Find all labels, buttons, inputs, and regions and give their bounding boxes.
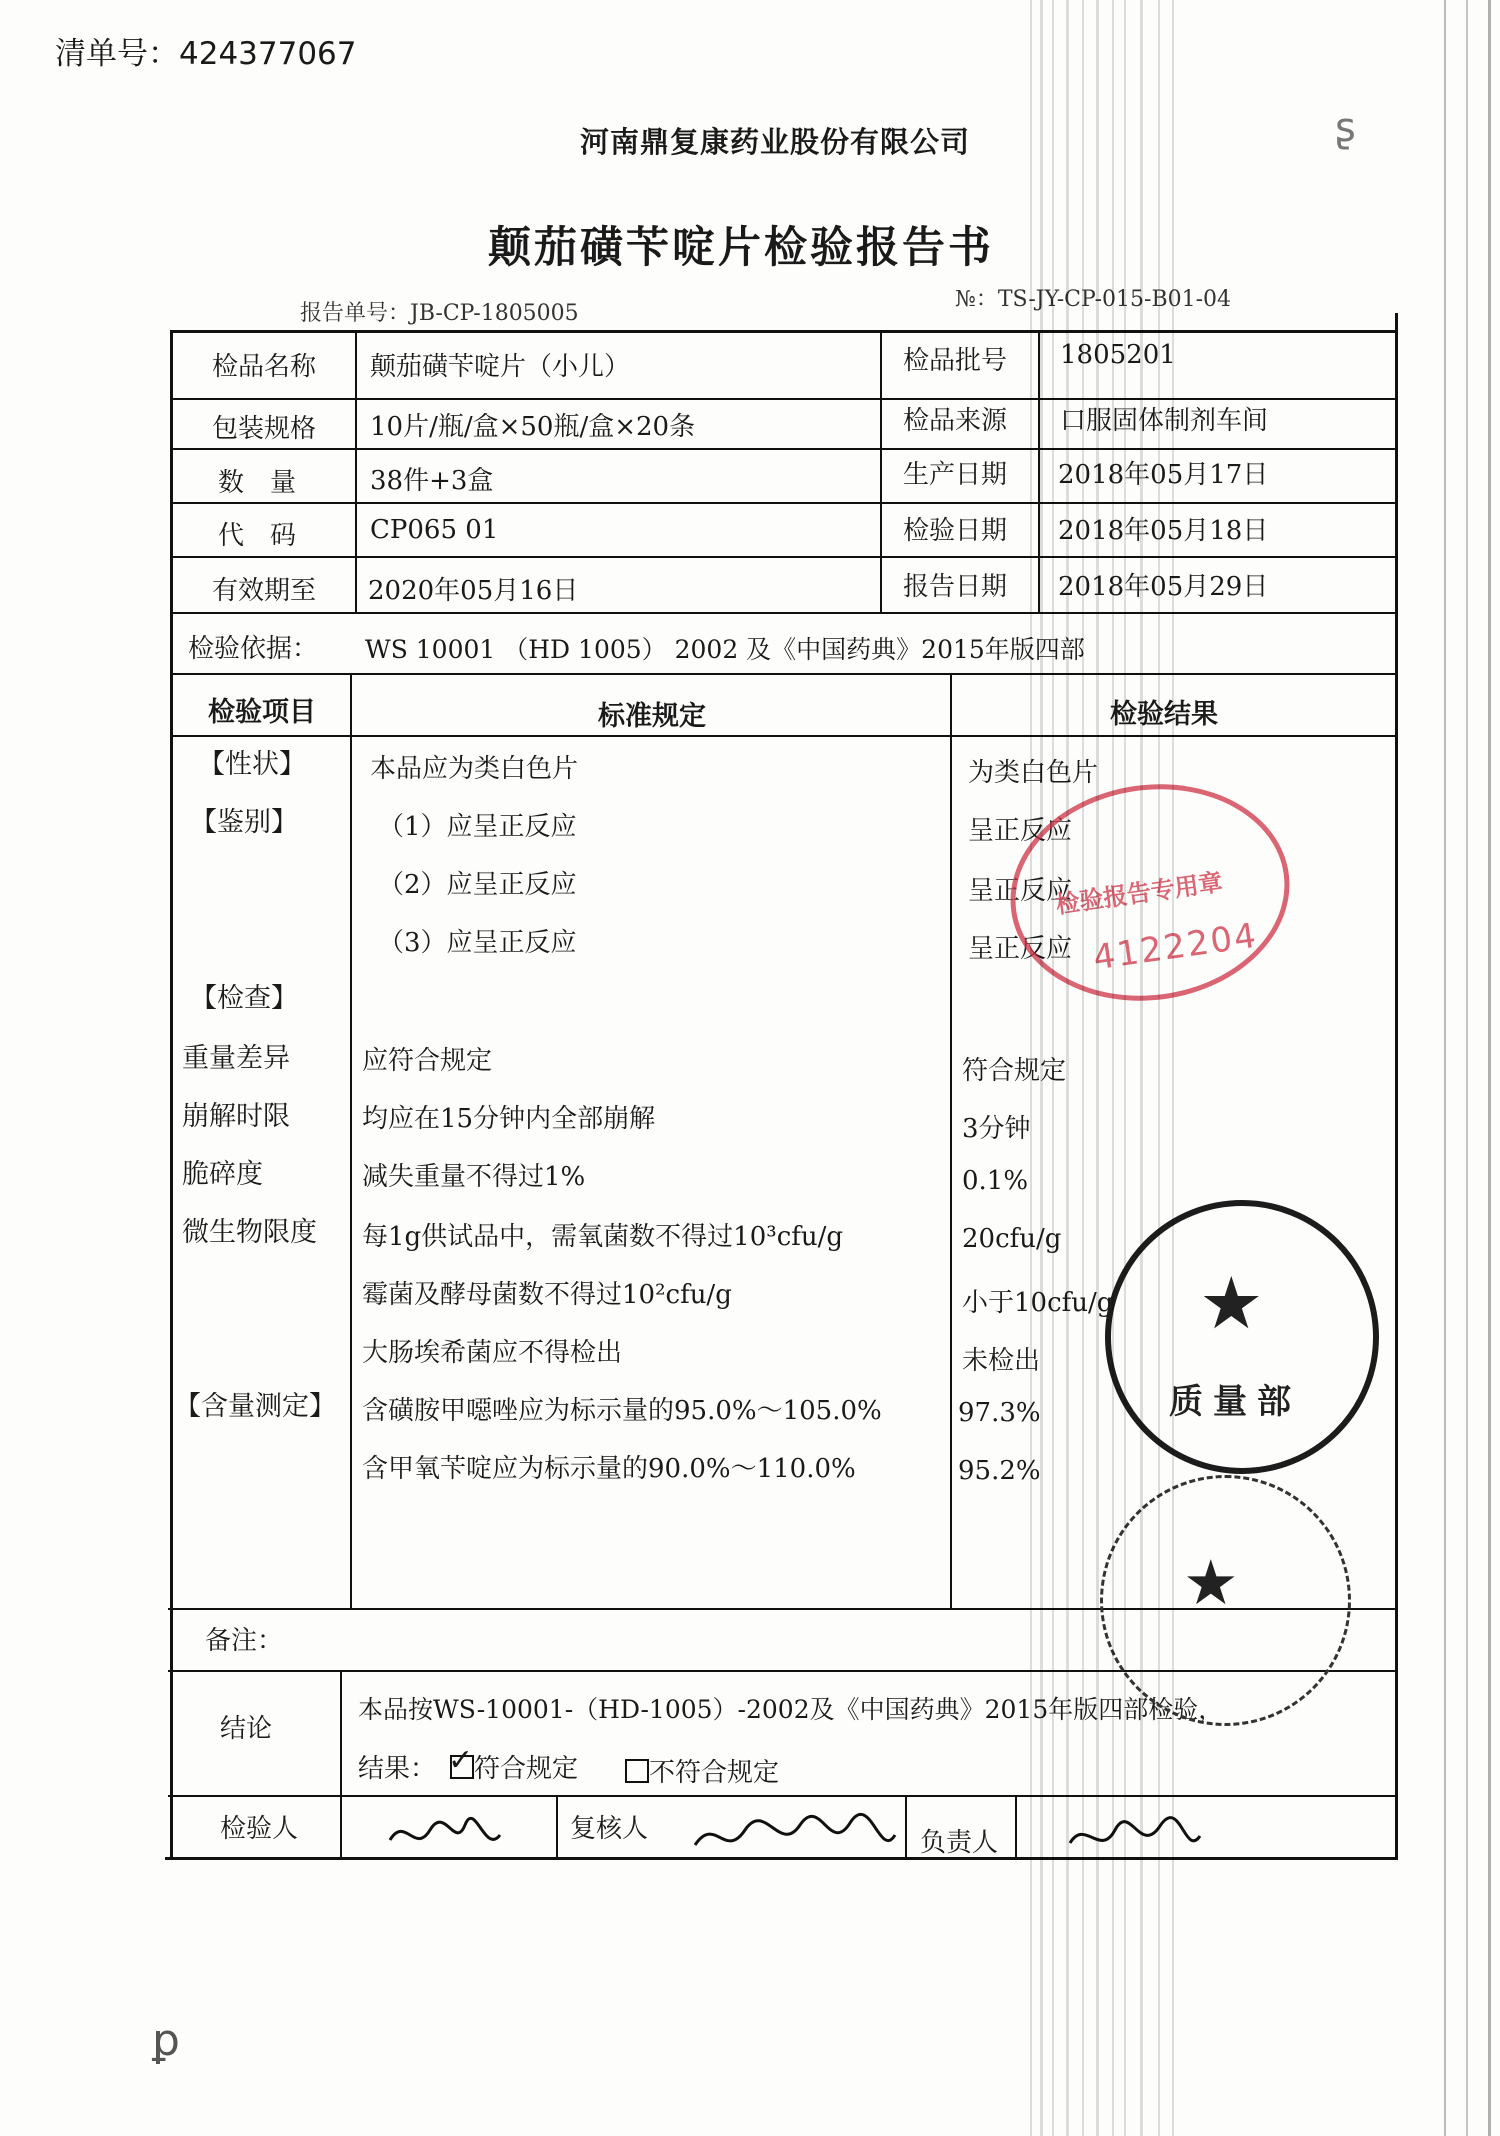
quality-dept-seal <box>1105 1200 1379 1474</box>
label-batch: 检品批号 <box>903 346 1008 376</box>
conclusion-label: 结论 <box>220 1714 273 1744</box>
option-conform <box>448 1743 579 1785</box>
standard-weight-variation: 应符合规定 <box>362 1046 493 1076</box>
item-assay: 【含量测定】 <box>174 1391 336 1422</box>
star-icon: ★ <box>1199 1261 1264 1345</box>
label-package-spec: 包装规格 <box>212 414 317 444</box>
item-disintegration: 崩解时限 <box>182 1101 290 1132</box>
value-code: CP065 01 <box>370 515 499 545</box>
value-production-date: 2018年05月17日 <box>1058 460 1269 490</box>
list-number: 清单号：424377067 <box>55 36 357 72</box>
margin-mark: ꝑ <box>152 2015 180 2066</box>
conclusion-result-label: 结果： <box>358 1754 437 1784</box>
result-assay-tmp: 95.2% <box>958 1456 1041 1486</box>
result-identification-3: 呈正反应 <box>968 934 1073 964</box>
red-seal-text: 检验报告专用章 <box>1053 866 1225 920</box>
standard-character: 本品应为类白色片 <box>370 754 579 784</box>
item-microbial-limit: 微生物限度 <box>182 1217 317 1248</box>
standard-microbial-mold: 霉菌及酵母菌数不得过10²cfu/g <box>362 1280 732 1310</box>
result-microbial-mold: 小于10cfu/g <box>962 1288 1114 1318</box>
option-not-conform-label: 不符合规定 <box>649 1758 780 1788</box>
item-weight-variation: 重量差异 <box>182 1043 290 1074</box>
company-seal <box>1100 1475 1351 1726</box>
label-quantity: 数 量 <box>218 468 297 498</box>
manager-label: 负责人 <box>920 1828 999 1858</box>
standard-identification-1: （1）应呈正反应 <box>378 812 577 842</box>
standard-assay-tmp: 含甲氧苄啶应为标示量的90.0%～110.0% <box>362 1454 856 1484</box>
standard-identification-3: （3）应呈正反应 <box>378 928 577 958</box>
value-test-date: 2018年05月18日 <box>1058 516 1269 546</box>
value-expiry: 2020年05月16日 <box>368 576 579 606</box>
standard-microbial-aerobic: 每1g供试品中，需氧菌数不得过10³cfu/g <box>362 1222 844 1252</box>
result-character: 为类白色片 <box>968 758 1099 788</box>
item-friability: 脆碎度 <box>182 1159 263 1190</box>
label-test-date: 检验日期 <box>903 516 1008 546</box>
label-expiry: 有效期至 <box>212 576 317 606</box>
result-disintegration: 3分钟 <box>962 1114 1031 1144</box>
value-test-basis: WS 10001 （HD 1005） 2002 及《中国药典》2015年版四部 <box>365 635 1085 664</box>
label-test-basis: 检验依据： <box>188 634 319 664</box>
item-identification: 【鉴别】 <box>190 807 298 838</box>
value-batch: 1805201 <box>1060 340 1176 370</box>
inspector-signature <box>385 1810 505 1871</box>
label-production-date: 生产日期 <box>903 460 1008 490</box>
reviewer-label: 复核人 <box>570 1814 649 1844</box>
result-assay-smz: 97.3% <box>958 1398 1041 1428</box>
checked-box-icon: ✓ <box>448 1743 474 1778</box>
value-report-date: 2018年05月29日 <box>1058 572 1269 602</box>
value-source: 口服固体制剂车间 <box>1060 406 1269 436</box>
manager-signature <box>1065 1808 1205 1874</box>
value-package-spec: 10片/瓶/盒×50瓶/盒×20条 <box>370 412 696 442</box>
item-inspection: 【检查】 <box>190 983 298 1014</box>
label-report-date: 报告日期 <box>903 572 1008 602</box>
conclusion-text: 本品按WS-10001-（HD-1005）-2002及《中国药典》2015年版四部检验， <box>358 1695 1224 1724</box>
result-friability: 0.1% <box>962 1166 1029 1196</box>
column-header-result: 检验结果 <box>1110 699 1218 730</box>
standard-assay-smz: 含磺胺甲噁唑应为标示量的95.0%～105.0% <box>362 1396 882 1426</box>
label-source: 检品来源 <box>903 406 1008 436</box>
item-character: 【性状】 <box>198 749 306 780</box>
value-quantity: 38件+3盒 <box>370 466 494 496</box>
unchecked-box-icon <box>625 1759 649 1783</box>
remarks-label: 备注： <box>205 1626 284 1656</box>
result-microbial-aerobic: 20cfu/g <box>962 1224 1062 1254</box>
standard-microbial-ecoli: 大肠埃希菌应不得检出 <box>362 1338 623 1368</box>
label-product-name: 检品名称 <box>212 352 317 382</box>
result-microbial-ecoli: 未检出 <box>962 1346 1041 1376</box>
option-conform-label: 符合规定 <box>474 1754 579 1784</box>
result-identification-1: 呈正反应 <box>968 816 1073 846</box>
form-number: №：TS-JY-CP-015-B01-04 <box>955 287 1232 312</box>
star-icon: ★ <box>1183 1546 1239 1619</box>
option-not-conform <box>625 1752 779 1789</box>
label-code: 代 码 <box>218 521 297 551</box>
standard-friability: 减失重量不得过1% <box>362 1162 586 1192</box>
result-weight-variation: 符合规定 <box>962 1056 1067 1086</box>
inspector-label: 检验人 <box>220 1814 299 1844</box>
column-header-item: 检验项目 <box>208 697 316 728</box>
reviewer-signature <box>690 1805 900 1876</box>
margin-mark: ʂ <box>1335 105 1356 151</box>
quality-dept-text: 质量部 <box>1169 1382 1301 1422</box>
value-product-name: 颠茄磺苄啶片（小儿） <box>370 352 631 382</box>
column-header-standard: 标准规定 <box>598 701 706 732</box>
report-number: 报告单号：JB-CP-1805005 <box>300 301 579 326</box>
company-name: 河南鼎复康药业股份有限公司 <box>580 125 971 159</box>
red-seal-number: 4122204 <box>1090 915 1261 979</box>
report-title: 颠茄磺苄啶片检验报告书 <box>488 223 994 273</box>
standard-identification-2: （2）应呈正反应 <box>378 870 577 900</box>
standard-disintegration: 均应在15分钟内全部崩解 <box>362 1104 656 1134</box>
result-identification-2: 呈正反应 <box>968 876 1073 906</box>
